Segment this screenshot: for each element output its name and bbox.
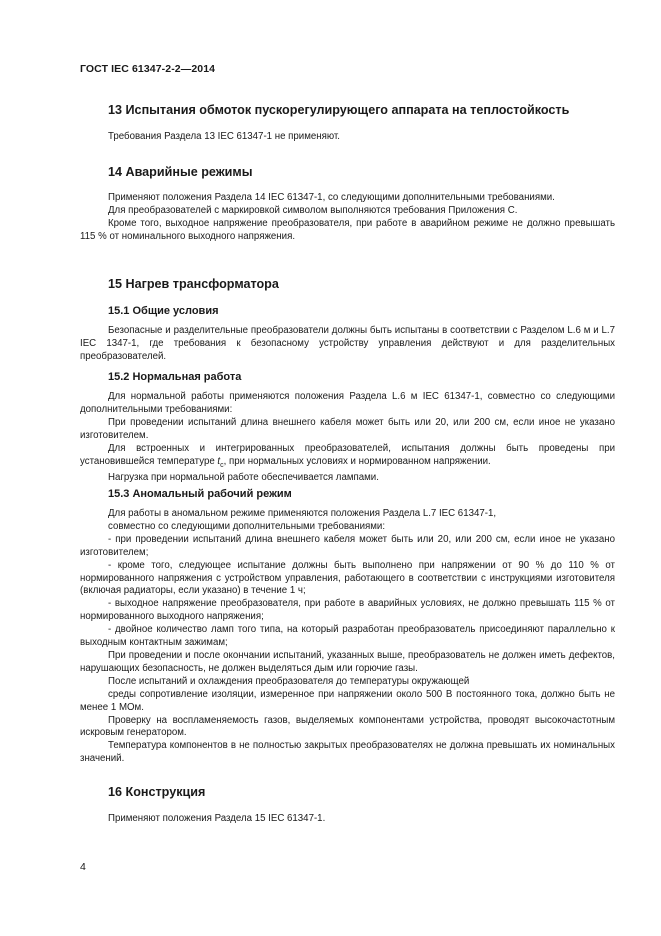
paragraph: Для работы в аномальном режиме применяются положения Раздела L.7 IEC 61347-1, <box>108 508 497 519</box>
paragraph: Для нормальной работы применяются положения Раздела L.6 м IEC 61347-1, совместно со следующими дополнительными требованиями: <box>80 391 615 415</box>
paragraph: Температура компонентов в не полностью закрытых преобразователях не должна превышать их номинальных значений. <box>80 740 615 765</box>
section-15-heading <box>80 277 615 291</box>
list-item: - выходное напряжение преобразователя, при работе в аварийных условиях, не должно превышать 115 % от нормированного выходного напряжения; <box>80 598 615 623</box>
section-13-body <box>80 131 615 144</box>
subsection-15-1-heading <box>80 305 615 317</box>
variable: t <box>217 455 221 467</box>
subsection-15-1-body <box>80 325 615 364</box>
section-14-heading <box>80 165 615 179</box>
subsection-title: 15.3 Аномальный рабочий режим <box>108 488 292 500</box>
paragraph: Применяют положения Раздела 14 IEC 61347-1, со следующими дополнительными требованиями. <box>108 192 555 203</box>
section-16-heading <box>80 785 615 799</box>
subsection-15-3-body <box>80 508 615 766</box>
section-16-body <box>80 813 615 826</box>
section-title: 14 Аварийные режимы <box>108 165 253 179</box>
page-number: 4 <box>80 861 86 873</box>
paragraph: Нагрузка при нормальной работе обеспечивается лампами. <box>108 472 379 484</box>
paragraph <box>80 443 615 473</box>
text-run: Для встроенных и интегрированных преобразователей, испытания должны быть проведены при установившейся температуре <box>80 442 615 467</box>
subsection-15-2-body <box>80 391 615 485</box>
section-title: 13 Испытания обмоток пускорегулирующего аппарата на теплостойкость <box>108 103 570 117</box>
subsection-15-3-heading <box>80 488 615 500</box>
section-13-heading <box>80 103 615 117</box>
text-run: , при нормальных условиях и нормированном напряжении. <box>223 455 491 467</box>
list-item: - кроме того, следующее испытание должны быть выполнено при напряжении от 90 % до 110 % от нормированного напряжения с устройством управления, работающего в соответствии с инструкциями изготовителя (включая радиаторы, если указано) в течение 1 ч; <box>80 559 615 597</box>
paragraph: совместно со следующими дополнительными требованиями: <box>108 520 386 532</box>
paragraph: Безопасные и разделительные преобразователи должны быть испытаны в соответствии с Разделом L.6 м и L.7 IEC 1347-1, где требования к безопасному устройству управления действуют и для разделительных преобразователей. <box>80 325 615 362</box>
paragraph: Кроме того, выходное напряжение преобразователя, при работе в аварийном режиме не должно превышать 115 % от номинального выходного напряжения. <box>80 217 615 242</box>
list-item: - при проведении испытаний длина внешнего кабеля может быть или 20, или 200 см, если иное не указано изготовителем; <box>80 533 615 558</box>
paragraph: Применяют положения Раздела 15 IEC 61347-1. <box>108 813 326 824</box>
paragraph: При проведении испытаний длина внешнего кабеля может быть или 20, или 200 см, если иное не указано изготовителем. <box>80 416 615 441</box>
subsection-title: 15.1 Общие условия <box>108 305 219 317</box>
list-item: - двойное количество ламп того типа, на который разработан преобразователь присоединяют параллельно к выходным контактным зажимам; <box>80 624 615 649</box>
section-title: 15 Нагрев трансформатора <box>108 277 279 291</box>
paragraph: Проверку на воспламеняемость газов, выделяемых компонентами устройства, проводят высокочастотным искровым генератором. <box>80 714 615 739</box>
subsection-title: 15.2 Нормальная работа <box>108 371 242 383</box>
paragraph: Требования Раздела 13 IEC 61347-1 не применяют. <box>108 131 340 142</box>
running-header: ГОСТ IEC 61347-2-2—2014 <box>80 63 216 75</box>
paragraph: После испытаний и охлаждения преобразователя до температуры окружающей <box>108 675 470 687</box>
section-14-body <box>80 192 615 244</box>
paragraph: Для преобразователей с маркировкой символом выполняются требования Приложения С. <box>108 204 518 216</box>
subscript: c <box>220 461 224 469</box>
section-title: 16 Конструкция <box>108 785 206 799</box>
paragraph: При проведении и после окончании испытаний, указанных выше, преобразователь не должен иметь дефектов, нарушающих безопасность, не должен выделяться дым или горючие газы. <box>80 649 615 674</box>
subsection-15-2-heading <box>80 371 615 383</box>
paragraph: среды сопротивление изоляции, измеренное при напряжении около 500 В постоянного тока, должно быть не менее 1 МОм. <box>80 688 615 713</box>
